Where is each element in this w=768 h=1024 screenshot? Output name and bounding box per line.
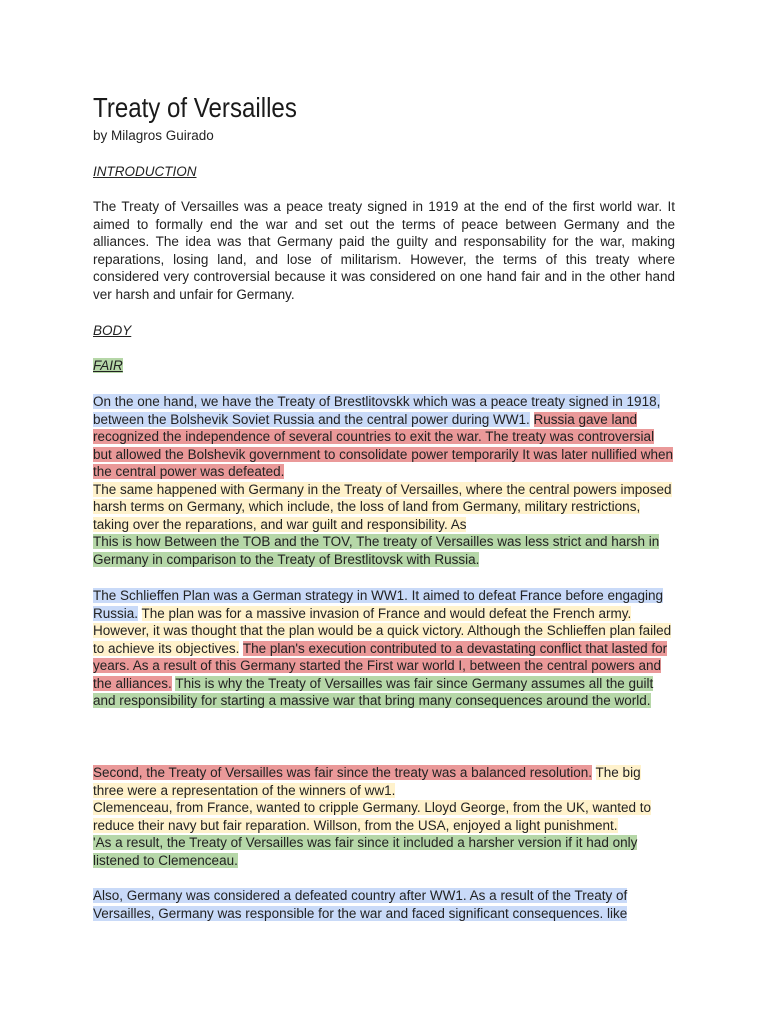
introduction-paragraph: The Treaty of Versailles was a peace treaty signed in 1919 at the end of the first world war. It aimed to formally end the war and set out the terms of peace between Germany and the alliances. The idea was that Germany paid the guilty and responsability for the war, making reparations, losing land, and lose of militarism. However, the terms of this treaty where considered very controversial because it was considered on one hand fair and in the other hand ver harsh and unfair for Germany.	[93, 199, 675, 302]
highlight-yellow: The same happened with Germany in the Treaty of Versailles, where the central powers imposed harsh terms on Germany, which include, the loss of land from Germany, military restrictions, taking over the reparations, and war guilt and responsibility. As	[93, 481, 672, 532]
fair-heading	[93, 358, 123, 373]
highlight-blue: On the one hand, we have the Treaty of Brestlitovskk which was a peace treaty signed in 1918, between the Bolshevik Soviet Russia and the central power during WW1.	[93, 394, 661, 427]
highlight-yellow: The plan was for a massive invasion of France and would defeat the French army. However, it was thought that the plan would be a quick victory. Although the Schlieffen plan failed to achieve its objectives.	[93, 605, 672, 656]
introduction-heading: INTRODUCTION	[93, 164, 197, 179]
highlight-yellow: The big three were a representation of the winners of ww1.	[93, 765, 641, 798]
fair-heading-text: FAIR	[93, 358, 123, 373]
highlight-green: This is how Between the TOB and the TOV, The treaty of Versailles was less strict and harsh in Germany in comparison to the Treaty of Brestlitovsk with Russia.	[93, 534, 660, 567]
document-title: Treaty of Versailles	[93, 92, 297, 123]
highlight-yellow: Clemenceau, from France, wanted to cripple Germany. Lloyd George, from the UK, wanted to reduce their navy but fair reparation. Willson, from the USA, enjoyed a light punishment.	[93, 800, 652, 833]
paragraph-big-three	[93, 764, 675, 869]
highlight-red: Second, the Treaty of Versailles was fair since the treaty was a balanced resolution.	[93, 765, 593, 780]
highlight-red: Russia gave land recognized the independence of several countries to exit the war. The treaty was controversial but allowed the Bolshevik government to consolidate power temporarily It was later nullified when the central power was defeated.	[93, 411, 674, 479]
highlight-green: 'As a result, the Treaty of Versailles was fair since it included a harsher version if it had only listened to Clemenceau.	[93, 835, 638, 868]
highlight-red: The plan's execution contributed to a devastating conflict that lasted for years. As a result of this Germany started the First war world I, between the central powers and the alliances.	[93, 640, 668, 691]
highlight-blue: The Schlieffen Plan was a German strategy in WW1. It aimed to defeat France before engaging Russia.	[93, 588, 664, 621]
highlight-blue: Also, Germany was considered a defeated country after WW1. As a result of the Treaty of Versailles, Germany was responsible for the war and faced significant consequences. like	[93, 888, 628, 921]
paragraph-defeated-country	[93, 887, 675, 922]
highlight-green: This is why the Treaty of Versailles was fair since Germany assumes all the guilt and responsibility for starting a massive war that bring many consequences around the world.	[93, 675, 654, 708]
paragraph-brestlitovsk	[93, 393, 675, 568]
document-author: by Milagros Guirado	[93, 128, 214, 143]
body-heading: BODY	[93, 323, 132, 338]
paragraph-schlieffen	[93, 587, 675, 710]
